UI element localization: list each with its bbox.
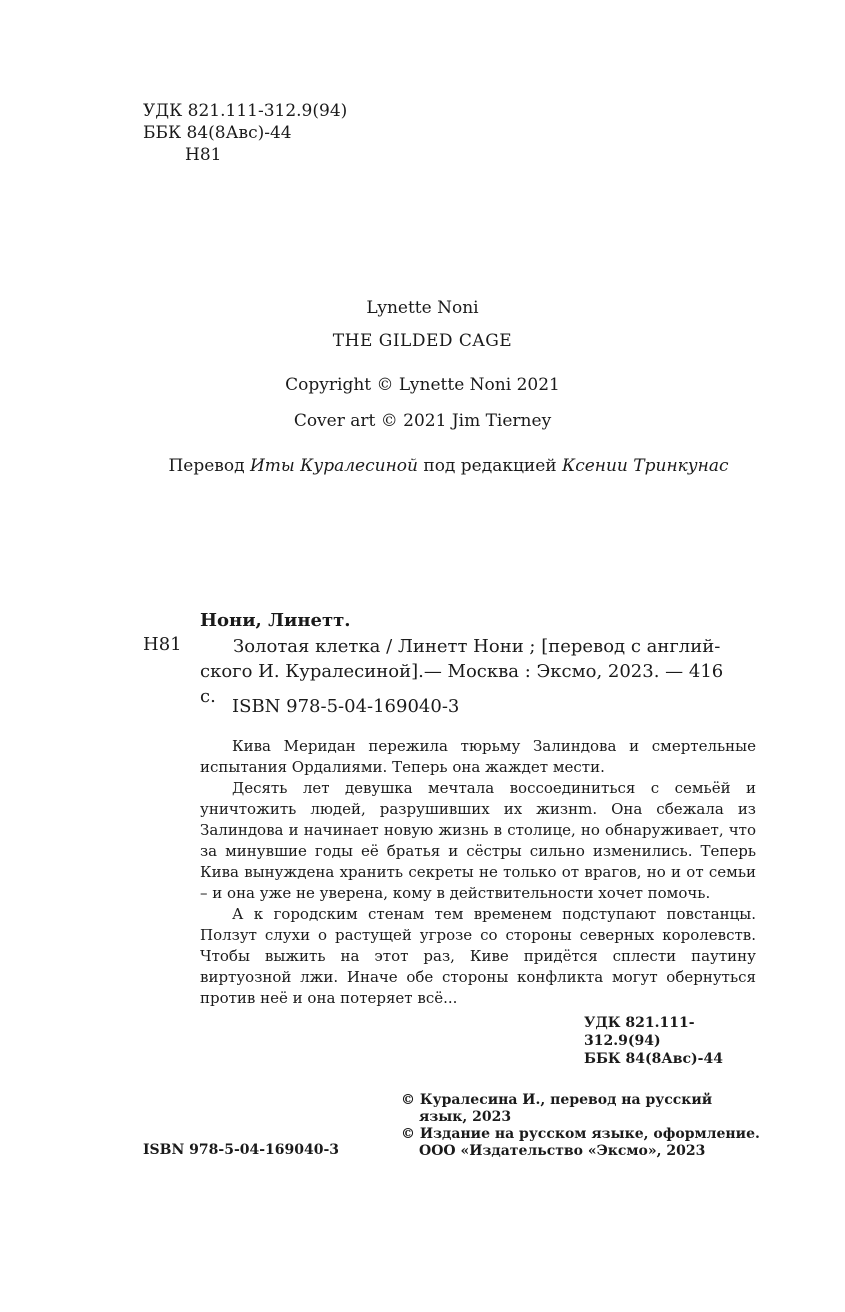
translation-prefix: Перевод	[168, 456, 245, 476]
original-title: THE GILDED CAGE	[332, 331, 513, 351]
copyright-edition-line-2: ООО «Издательство «Эксмо», 2023	[419, 1143, 706, 1159]
annotation-paragraph: А к городским стенам тем временем подступают повстанцы. Ползут слухи о растущей угрозе со стороны северных королевств. Чтобы выжить на этот раз, Киве придётся сплести паутину виртуозной лжи. Иначе обе стороны конфликта могут обернуться против неё и она потеряет всё...	[200, 905, 756, 1007]
annotation-paragraph: Кива Меридан пережила тюрьму Залиндова и смертельные испытания Ордалиями. Теперь она жаждет мести.	[200, 737, 756, 776]
annotation	[200, 736, 756, 1009]
translation-middle: под редакцией	[423, 456, 557, 476]
copyright-translation-line-1: © Куралесина И., перевод на русский	[401, 1092, 713, 1108]
biblio-code: Н81	[143, 634, 182, 655]
biblio-description-line-2: ского И. Куралесиной].— Москва : Эксмо, 2023. — 416 с.	[200, 661, 724, 707]
copyright-translation-line-2: язык, 2023	[419, 1109, 512, 1125]
classification-bbk: ББК 84(8Авс)-44	[584, 1051, 723, 1067]
classification-udk: УДК 821.111-312.9(94)	[584, 1015, 695, 1049]
classification-codes	[540, 1014, 756, 1068]
translation-credit	[0, 456, 845, 476]
author-sign: Н81	[185, 145, 222, 165]
copyright-edition-line-1: © Издание на русском языке, оформление.	[401, 1126, 760, 1142]
header-codes	[143, 100, 347, 166]
biblio-isbn: ISBN 978-5-04-169040-3	[232, 696, 460, 717]
bbk-code: ББК 84(8Авс)-44	[143, 123, 292, 143]
editor-name: Ксении Тринкунас	[562, 456, 729, 476]
annotation-paragraph: Десять лет девушка мечтала воссоединиться с семьёй и уничтожить людей, разрушивших их жизнm. Она сбежала из Залиндова и начинает новую жизнь в столице, но обнаруживает, что за минувшие годы её братья и сёстры сильно изменились. Теперь Кива вынуждена хранить секреты не только от врагов, но и от семьи – и она уже не уверена, кому в действительности хочет помочь.	[200, 779, 756, 902]
footer-isbn: ISBN 978-5-04-169040-3	[143, 1142, 340, 1158]
copyright-notices	[401, 1092, 781, 1160]
translator-name: Иты Куралесиной	[249, 456, 418, 476]
original-author: Lynette Noni	[366, 298, 479, 318]
biblio-description-line-1: Золотая клетка / Линетт Нони ; [перевод с англий-	[233, 636, 721, 657]
biblio-author-heading: Нони, Линетт.	[200, 610, 351, 631]
copyright-line: Copyright © Lynette Noni 2021	[285, 375, 560, 395]
cover-art-line: Cover art © 2021 Jim Tierney	[293, 411, 552, 431]
udk-code: УДК 821.111-312.9(94)	[143, 101, 348, 121]
